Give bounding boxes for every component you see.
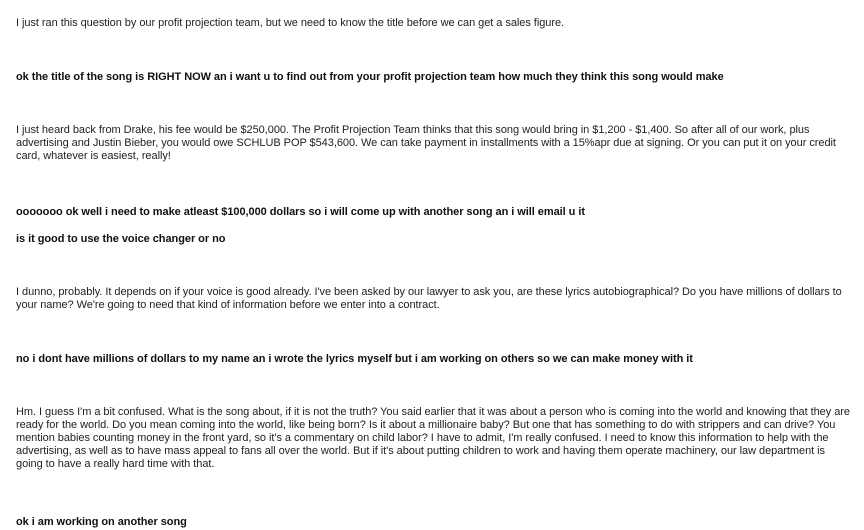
message-reply: I just ran this question by our profit projection team, but we need to know the title before we can get a sales figure.: [16, 17, 565, 29]
message-reply: I dunno, probably. It depends on if your voice is good already. I've been asked by our lawyer to ask you, are these lyrics autobiographical? Do you have millions of dollars to your name? We're going to need that kind of information before we enter into a contract.: [16, 286, 842, 311]
message-user: no i dont have millions of dollars to my name an i wrote the lyrics myself but i am working on others so we can make money with it: [16, 353, 693, 365]
message-user: ooooooo ok well i need to make atleast $100,000 dollars so i will come up with another song an i will email u it: [16, 206, 585, 218]
message-user: ok i am working on another song: [16, 516, 187, 528]
message-reply: Hm. I guess I'm a bit confused. What is the song about, if it is not the truth? You said earlier that it was about a person who is coming into the world and knowing that they are ready for the world. Do you mean coming into the world, like being born? Is it about a millionaire baby? But one that has something to do with strippers and can drive? You mention babies counting money in the front yard, so it's a commentary on child labor? I have to admit, I'm really confused. I need to know this information to help with the advertising, as well as to have mass appeal to fans all over the world. But if it's about putting children to work and having them operate machinery, our law department is going to have a really hard time with that.: [16, 406, 850, 470]
message-user: ok the title of the song is RIGHT NOW an i want u to find out from your profit projection team how much they think this song would make: [16, 71, 724, 83]
message-reply: I just heard back from Drake, his fee would be $250,000. The Profit Projection Team thinks that this song would bring in $1,200 - $1,400. So after all of our work, plus advertising and Justin Bieber, you would owe SCHLUB POP $543,600. We can take payment in installments with a 15%apr due at signing. Or you can put it on your credit card, whatever is easiest, really!: [16, 124, 836, 162]
message-user: is it good to use the voice changer or no: [16, 233, 226, 245]
